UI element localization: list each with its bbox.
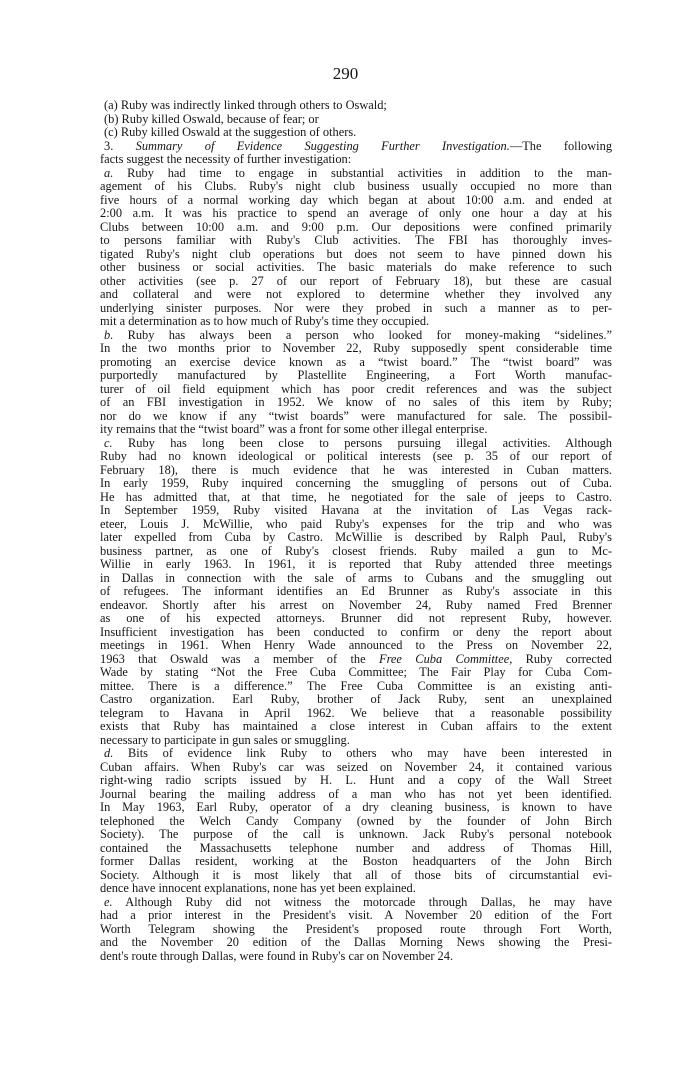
text-segment: Castro organization. Earl Ruby, brother of Jack Ruby, sent an unexplained xyxy=(100,692,612,706)
text-line xyxy=(100,126,612,140)
text-line xyxy=(100,315,612,329)
text-segment: business partner, as one of Ruby's closest friends. Ruby mailed a gun to Mc- xyxy=(100,543,612,558)
text-line xyxy=(100,464,612,478)
text-line xyxy=(100,234,612,248)
text-segment: 1963 that Oswald was a member of the xyxy=(100,651,379,666)
text-segment: of refugees. The informant identifies an Ed Brunner as Ruby's associate in this xyxy=(100,584,612,598)
text-segment: to persons familiar with Ruby's Club activities. The FBI has thoroughly inves- xyxy=(100,233,612,247)
text-segment: February 18), there is much evidence that he was interested in Cuban matters. xyxy=(100,462,612,477)
page-number: 290 xyxy=(332,64,359,83)
text-line xyxy=(100,747,612,761)
text-segment: and the November 20 edition of the Dallas Morning News showing the Presi- xyxy=(100,935,612,949)
text-line xyxy=(100,842,612,856)
text-segment: He has admitted that, at that time, he negotiated for the sale of jeeps to Castro. xyxy=(100,489,612,504)
text-segment: Insufficient investigation has been conducted to confirm or deny the report about xyxy=(100,624,612,639)
text-segment: In May 1963, Earl Ruby, operator of a dry cleaning business, is known to have xyxy=(100,800,612,814)
text-line xyxy=(100,221,612,235)
text-line xyxy=(100,153,612,167)
text-line xyxy=(100,612,612,626)
text-segment: Society. Although it is most likely that all of those bits of circumstantial evi- xyxy=(100,867,612,882)
text-segment: turer of oil field equipment which has poor credit references and was the subject xyxy=(100,381,612,396)
italic-text: b. xyxy=(104,327,114,342)
text-line xyxy=(100,288,612,302)
text-line xyxy=(100,423,612,437)
text-line xyxy=(100,909,612,923)
text-line xyxy=(100,477,612,491)
text-segment: five hours of a normal working day which began at about 10:00 a.m. and ended at xyxy=(100,192,612,207)
text-segment: promoting an exercise device known as a “twist board.” The “twist board” was xyxy=(100,354,612,369)
italic-text: Summary of Evidence Suggesting Further Investigation. xyxy=(135,138,510,153)
text-segment: telegram to Havana in April 1962. We believe that a reasonable possibility xyxy=(100,705,612,720)
text-line xyxy=(100,342,612,356)
text-segment: Ruby had no known ideological or political interests (see p. 35 of our report of xyxy=(100,449,612,463)
text-segment: (a) Ruby was indirectly linked through others to Oswald; xyxy=(104,98,387,112)
text-segment: Ruby has always been a person who looked for money-making “sidelines.” xyxy=(113,327,612,342)
text-line xyxy=(100,828,612,842)
text-line xyxy=(100,261,612,275)
document-body xyxy=(100,99,612,963)
text-segment: facts suggest the necessity of further investigation: xyxy=(100,152,352,166)
text-segment: exists that Ruby has maintained a close interest in Cuban affairs to the extent xyxy=(100,719,612,733)
text-segment: Cuban affairs. When Ruby's car was seized on November 24, it contained various xyxy=(100,759,612,774)
text-segment: telephoned the Welch Candy Company (owned by the founder of John Birch xyxy=(100,813,612,828)
text-segment: Society). The purpose of the call is unknown. Jack Ruby's personal notebook xyxy=(100,827,612,841)
text-segment: In early 1959, Ruby inquired concerning the smuggling of persons out of Cuba. xyxy=(100,476,612,490)
italic-text: d. xyxy=(104,746,114,760)
text-line xyxy=(100,707,612,721)
text-segment: as one of his expected attorneys. Brunner did not represent Ruby, however. xyxy=(100,611,612,625)
text-line xyxy=(100,788,612,802)
text-line xyxy=(100,923,612,937)
text-segment: dence have innocent explanations, none has yet been explained. xyxy=(100,881,416,895)
text-line xyxy=(100,545,612,559)
text-line xyxy=(100,504,612,518)
text-line xyxy=(100,329,612,343)
text-segment: ity remains that the “twist board” was a front for some other illegal enterprise. xyxy=(100,422,488,436)
text-segment: (b) Ruby killed Oswald, because of fear; or xyxy=(104,111,319,126)
text-segment: of an FBI investigation in 1952. We know of no sales of this item by Ruby; xyxy=(100,395,612,409)
text-segment: Ruby had time to engage in substantial activities in addition to the man- xyxy=(113,165,612,180)
text-line xyxy=(100,599,612,613)
text-line xyxy=(100,653,612,667)
text-segment: dent's route through Dallas, were found in Ruby's car on November 24. xyxy=(100,948,454,963)
text-line xyxy=(100,950,612,964)
text-segment: 3. xyxy=(104,138,136,153)
text-segment: Wade by stating “Not the Free Cuba Committee; The Fair Play for Cuba Com- xyxy=(100,665,612,679)
text-line xyxy=(100,437,612,451)
text-line xyxy=(100,761,612,775)
text-line xyxy=(100,518,612,532)
text-segment: endeavor. Shortly after his arrest on November 24, Ruby named Fred Brenner xyxy=(100,597,612,612)
text-segment: later expelled from Cuba by Castro. McWillie is described by Ralph Paul, Ruby's xyxy=(100,530,612,544)
text-segment: Ruby has long been close to persons pursuing illegal activities. Although xyxy=(112,435,612,450)
text-line xyxy=(100,180,612,194)
text-segment: in Dallas in connection with the sale of arms to Cubans and the smuggling out xyxy=(100,570,612,585)
text-line xyxy=(100,275,612,289)
text-line xyxy=(100,531,612,545)
text-line xyxy=(100,680,612,694)
text-segment: Although Ruby did not witness the motorcade through Dallas, he may have xyxy=(112,894,612,909)
text-segment: right-wing radio scripts issued by H. L. Hunt and a copy of the Wall Street xyxy=(100,773,612,787)
text-line xyxy=(100,140,612,154)
text-segment: nor do we know if any “twist boards” were manufactured for sale. The possibil- xyxy=(100,408,612,423)
text-line xyxy=(100,194,612,208)
text-segment: had a prior interest in the President's visit. A November 20 edition of the Fort xyxy=(100,908,612,922)
text-segment: (c) Ruby killed Oswald at the suggestion of others. xyxy=(104,125,357,139)
text-segment: purportedly manufactured by Plastellite Engineering, a Fort Worth manufac- xyxy=(100,368,612,382)
text-segment: former Dallas resident, working at the Boston headquarters of the John Birch xyxy=(100,854,612,868)
text-segment: mittee. There is a difference.” The Free Cuba Committee is an existing anti- xyxy=(100,678,612,693)
text-segment: underlying sinister purposes. Nor were they probed in such a manner as to per- xyxy=(100,300,612,315)
text-segment: , Ruby corrected xyxy=(509,651,612,666)
text-segment: 2:00 a.m. It was his practice to spend an average of only one hour a day at his xyxy=(100,206,612,220)
text-segment: contained the Massachusetts telephone number and address of Thomas Hill, xyxy=(100,840,612,855)
text-segment: Worth Telegram showing the President's proposed route through Fort Worth, xyxy=(100,921,612,936)
text-line xyxy=(100,801,612,815)
text-segment: other activities (see p. 27 of our report of February 18), but these are casual xyxy=(100,273,612,288)
text-segment: Bits of evidence link Ruby to others who may have been interested in xyxy=(113,746,612,760)
text-line xyxy=(100,491,612,505)
text-line xyxy=(100,383,612,397)
text-segment: eteer, Louis J. McWillie, who paid Ruby's expenses for the trip and who was xyxy=(100,516,612,531)
text-line xyxy=(100,558,612,572)
text-segment: tigated Ruby's night club operations but does not seem to have pinned down his xyxy=(100,246,612,261)
text-line xyxy=(100,113,612,127)
text-line xyxy=(100,639,612,653)
text-segment: other business or social activities. The basic materials do make reference to such xyxy=(100,260,612,274)
text-segment: Clubs between 10:00 a.m. and 9:00 p.m. Our depositions were confined primarily xyxy=(100,219,612,234)
text-segment: Willie in early 1963. In 1961, it is reported that Ruby attended three meetings xyxy=(100,557,612,571)
text-segment: mit a determination as to how much of Ruby's time they occupied. xyxy=(100,314,430,328)
text-line xyxy=(100,734,612,748)
text-line xyxy=(100,815,612,829)
text-segment: and collateral and were not explored to determine whether they involved any xyxy=(100,287,612,301)
italic-text: c. xyxy=(104,435,113,450)
text-segment: agement of his Clubs. Ruby's night club business usually occupied no more than xyxy=(100,179,612,193)
text-line xyxy=(100,396,612,410)
text-line xyxy=(100,896,612,910)
text-line xyxy=(100,882,612,896)
text-line xyxy=(100,450,612,464)
text-line xyxy=(100,369,612,383)
text-line xyxy=(100,248,612,262)
italic-text: e. xyxy=(104,894,113,909)
text-line xyxy=(100,410,612,424)
text-line xyxy=(100,167,612,181)
text-line xyxy=(100,207,612,221)
text-line xyxy=(100,626,612,640)
text-line xyxy=(100,855,612,869)
text-segment: Journal bearing the mailing address of a man who has not yet been identified. xyxy=(100,786,612,801)
text-line xyxy=(100,936,612,950)
text-line xyxy=(100,99,612,113)
text-line xyxy=(100,720,612,734)
text-segment: meetings in 1961. When Henry Wade announced to the Press on November 22, xyxy=(100,638,612,652)
text-line xyxy=(100,302,612,316)
text-line xyxy=(100,572,612,586)
text-segment: In the two months prior to November 22, Ruby supposedly spent considerable time xyxy=(100,341,612,355)
text-line xyxy=(100,869,612,883)
text-line xyxy=(100,585,612,599)
text-segment: In September 1959, Ruby visited Havana at the invitation of Las Vegas rack- xyxy=(100,503,612,517)
italic-text: a. xyxy=(104,165,114,180)
text-line xyxy=(100,693,612,707)
text-line xyxy=(100,774,612,788)
text-line xyxy=(100,666,612,680)
text-segment: —The following xyxy=(509,138,613,153)
text-line xyxy=(100,356,612,370)
text-segment: necessary to participate in gun sales or smuggling. xyxy=(100,732,350,747)
italic-text: Free Cuba Committee xyxy=(379,651,510,666)
